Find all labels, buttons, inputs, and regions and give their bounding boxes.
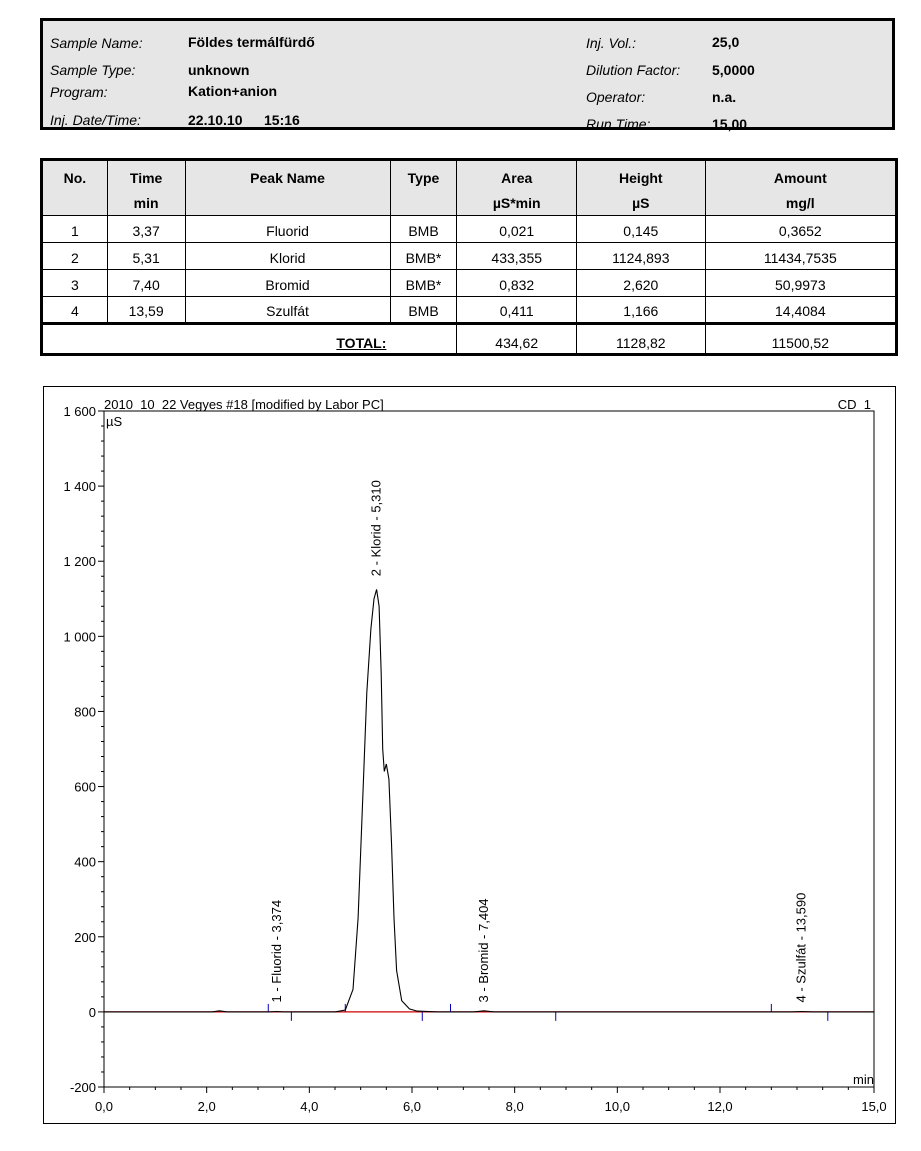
sample-name-label: Sample Name: xyxy=(50,35,143,51)
cell-peak-name: Fluorid xyxy=(185,216,390,243)
cell-area: 0,832 xyxy=(457,270,577,297)
y-tick-label: -200 xyxy=(69,1080,96,1095)
y-axis-label: µS xyxy=(106,414,123,429)
col-header-peak-name: Peak Name xyxy=(185,160,390,188)
sample-type-value: unknown xyxy=(188,62,250,78)
x-tick-label: 4,0 xyxy=(300,1099,319,1114)
peak-annotation-label: 1 - Fluorid - 3,374 xyxy=(269,899,285,1003)
x-tick-label: 6,0 xyxy=(402,1099,422,1114)
y-tick-label: 600 xyxy=(74,779,96,795)
sample-type-label: Sample Type: xyxy=(50,62,136,78)
x-tick-label: 8,0 xyxy=(505,1099,524,1114)
program-label: Program: xyxy=(50,84,108,100)
cell-amount: 50,9973 xyxy=(705,270,896,297)
y-tick-label: 1 000 xyxy=(63,629,96,645)
x-tick-label: 12,0 xyxy=(707,1099,733,1114)
col-unit-amount: mg/l xyxy=(705,188,896,216)
cell-time: 13,59 xyxy=(107,297,185,324)
cell-amount: 14,4084 xyxy=(705,297,896,324)
run-time-value: 15,00 xyxy=(712,116,748,132)
col-header-no: No. xyxy=(42,160,108,188)
y-tick-label: 200 xyxy=(74,929,96,945)
x-axis xyxy=(95,1087,887,1114)
chart-title: 2010_10_22 Vegyes #18 [modified by Labor PC] xyxy=(104,397,384,412)
y-tick-label: 0 xyxy=(88,1004,96,1020)
total-amount: 11500,52 xyxy=(705,324,896,355)
y-tick-label: 400 xyxy=(74,854,96,870)
dilution-label: Dilution Factor: xyxy=(586,62,681,78)
peak-annotation-label: 3 - Bromid - 7,404 xyxy=(476,898,492,1003)
y-tick-label: 1 400 xyxy=(63,479,96,495)
cell-type: BMB* xyxy=(390,270,457,297)
col-unit-time: min xyxy=(107,188,185,216)
cell-peak-name: Bromid xyxy=(185,270,390,297)
cell-no: 1 xyxy=(42,216,108,243)
col-header-height: Height xyxy=(577,160,706,188)
col-unit-height: µS xyxy=(577,188,706,216)
cell-no: 2 xyxy=(42,243,108,270)
col-header-type: Type xyxy=(390,160,457,188)
cell-area: 0,021 xyxy=(457,216,577,243)
operator-value: n.a. xyxy=(712,89,737,105)
run-time-label: Run Time: xyxy=(586,116,651,132)
total-height: 1128,82 xyxy=(577,324,706,355)
cell-type: BMB* xyxy=(390,243,457,270)
cell-height: 0,145 xyxy=(577,216,706,243)
col-header-amount: Amount xyxy=(705,160,896,188)
cell-type: BMB xyxy=(390,216,457,243)
cell-no: 4 xyxy=(42,297,108,324)
col-header-area: Area xyxy=(457,160,577,188)
y-tick-label: 1 200 xyxy=(63,554,96,570)
cell-amount: 0,3652 xyxy=(705,216,896,243)
cell-no: 3 xyxy=(42,270,108,297)
cell-height: 2,620 xyxy=(577,270,706,297)
x-tick-label: 2,0 xyxy=(197,1099,216,1114)
inj-date-label: Inj. Date/Time: xyxy=(50,112,141,128)
inj-vol-value: 25,0 xyxy=(712,34,740,50)
channel-label: CD_1 xyxy=(837,397,871,412)
y-tick-label: 1 600 xyxy=(63,404,96,419)
cell-time: 5,31 xyxy=(107,243,185,270)
x-tick-label: 15,0 xyxy=(861,1099,887,1114)
cell-area: 433,355 xyxy=(457,243,577,270)
cell-height: 1124,893 xyxy=(577,243,706,270)
program-value: Kation+anion xyxy=(188,83,278,99)
operator-label: Operator: xyxy=(586,89,646,105)
peak-annotation-label: 4 - Szulfát - 13,590 xyxy=(793,892,809,1003)
peak-annotations xyxy=(269,480,808,1002)
x-axis-label: min xyxy=(853,1072,874,1087)
dilution-value: 5,0000 xyxy=(712,62,755,78)
inj-date-value: 22.10.10 xyxy=(188,112,243,128)
cell-time: 7,40 xyxy=(107,270,185,297)
cell-peak-name: Szulfát xyxy=(185,297,390,324)
cell-time: 3,37 xyxy=(107,216,185,243)
inj-vol-label: Inj. Vol.: xyxy=(586,35,637,51)
cell-height: 1,166 xyxy=(577,297,706,324)
col-unit-area: µS*min xyxy=(457,188,577,216)
peak-annotation-label: 2 - Klorid - 5,310 xyxy=(368,480,384,577)
cell-area: 0,411 xyxy=(457,297,577,324)
y-axis xyxy=(63,404,104,1095)
inj-time-value: 15:16 xyxy=(264,112,300,128)
sample-name-value: Földes termálfürdő xyxy=(188,34,315,50)
x-tick-label: 10,0 xyxy=(604,1099,630,1114)
y-tick-label: 800 xyxy=(74,704,96,720)
cell-type: BMB xyxy=(390,297,457,324)
cell-amount: 11434,7535 xyxy=(705,243,896,270)
x-tick-label: 0,0 xyxy=(94,1099,114,1114)
cell-peak-name: Klorid xyxy=(185,243,390,270)
total-area: 434,62 xyxy=(457,324,577,355)
total-label: TOTAL: xyxy=(336,335,387,351)
col-header-time: Time xyxy=(107,160,185,188)
